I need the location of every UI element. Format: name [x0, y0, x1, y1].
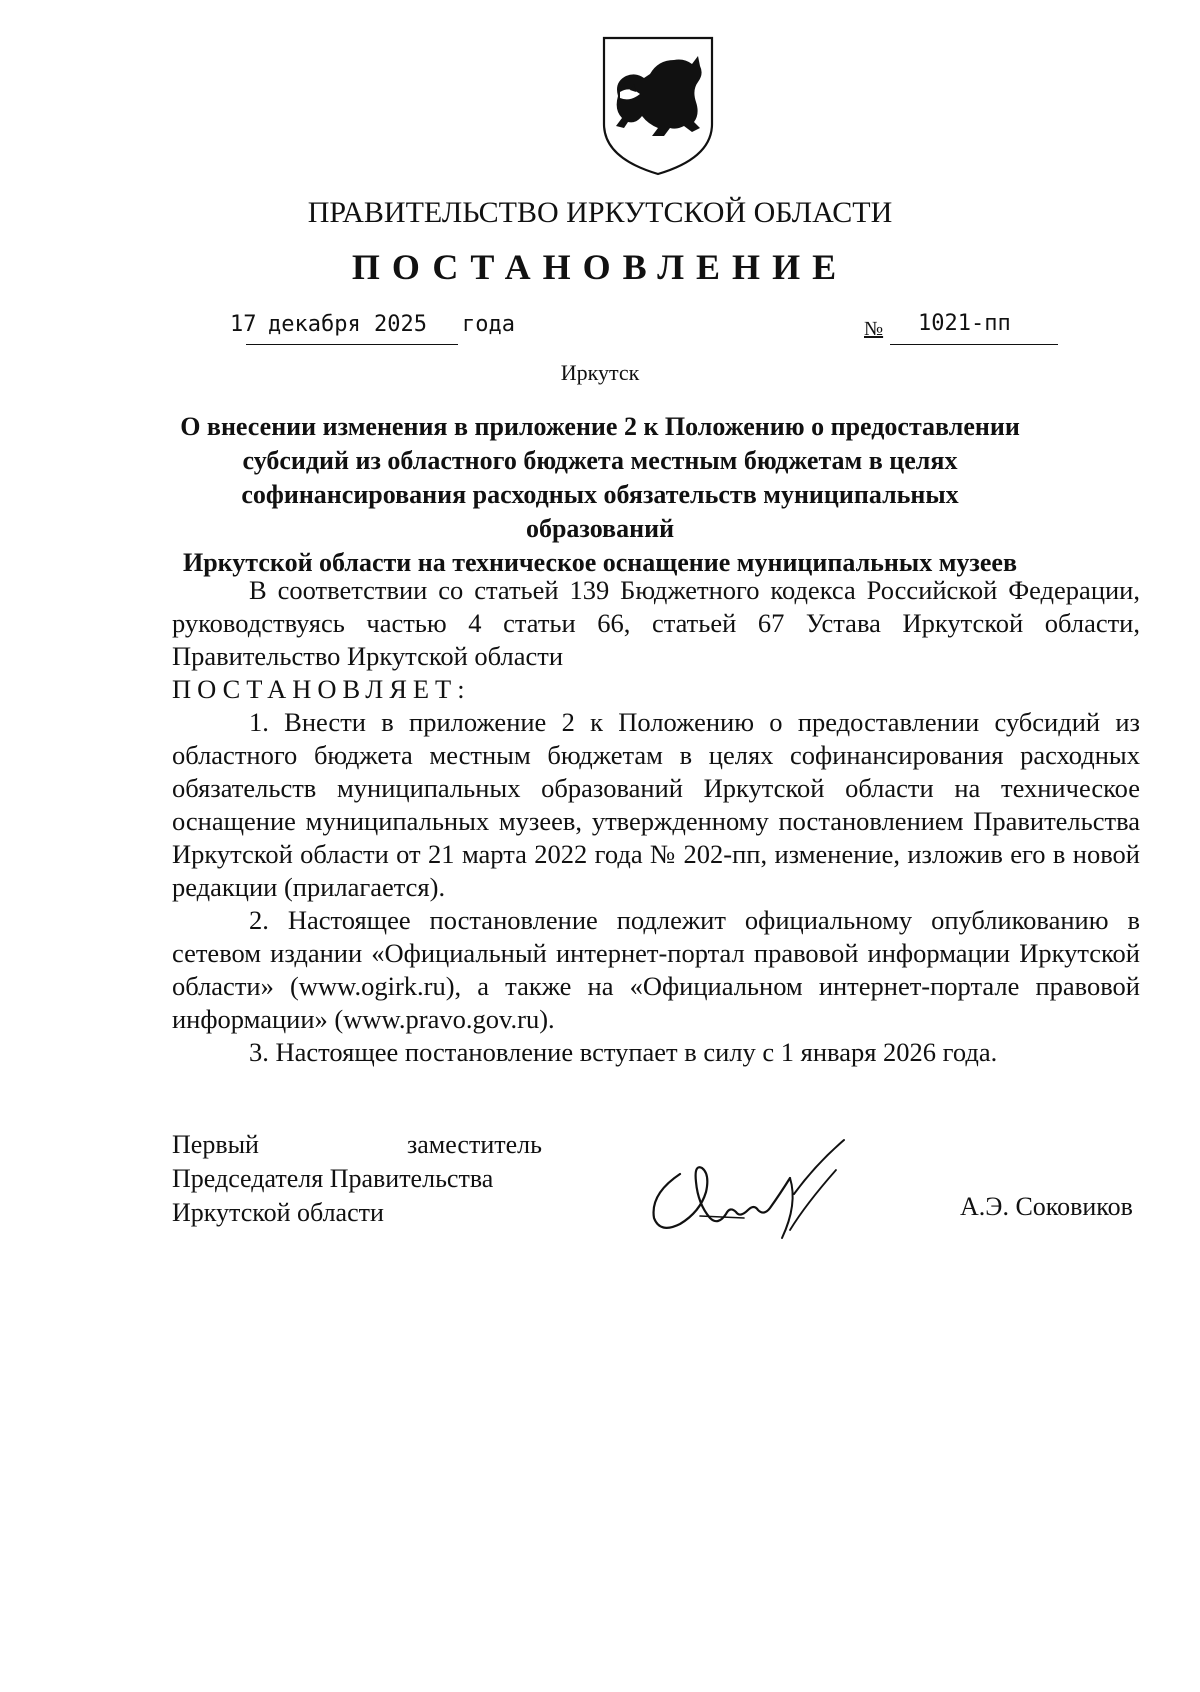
document-number: 1021-пп: [918, 311, 1011, 336]
subject-line: субсидий из областного бюджета местным бюджетам в целях: [242, 446, 958, 475]
document-subject: [180, 410, 1020, 580]
number-sign: №: [864, 318, 884, 340]
number-underline: [890, 344, 1058, 345]
date-underline: [246, 344, 458, 345]
document-type-title: ПОСТАНОВЛЕНИЕ: [351, 247, 849, 287]
coat-of-arms-icon: [600, 36, 716, 176]
signer-position: [172, 1128, 542, 1230]
signer-position-word: заместитель: [406, 1130, 542, 1159]
government-title: ПРАВИТЕЛЬСТВО ИРКУТСКОЙ ОБЛАСТИ: [307, 196, 893, 229]
signer-name: А.Э. Соковиков: [960, 1192, 1133, 1221]
signer-position-line: Председателя Правительства: [172, 1164, 494, 1193]
item-1-paragraph: 1. Внести в приложение 2 к Положению о предоставлении субсидий из областного бюджета местным бюджетам в целях софинансирования расходных обязательств муниципальных образований Иркутской области на техническое оснащение муниципальных музеев, утвержденному постановлением Правительства Иркутской области от 21 марта 2022 года № 202-пп, изменение, изложив его в новой редакции (прилагается).: [172, 707, 1140, 902]
subject-line: О внесении изменения в приложение 2 к Положению о предоставлении: [180, 412, 1020, 441]
item-2-paragraph: 2. Настоящее постановление подлежит официальному опубликованию в сетевом издании «Официальный интернет-портал правовой информации Иркутской области» (www.ogirk.ru), а также на «Официальном интернет-портале правовой информации» (www.pravo.gov.ru).: [172, 905, 1140, 1034]
preamble-paragraph: В соответствии со статьей 139 Бюджетного кодекса Российской Федерации, руководствуясь частью 4 статьи 66, статьей 67 Устава Иркутской области, Правительство Иркутской области: [172, 575, 1140, 671]
date-month-year: декабря 2025: [268, 312, 427, 337]
date-suffix: года: [462, 312, 515, 337]
handwritten-signature: [640, 1134, 870, 1244]
document-body: [172, 574, 1140, 1069]
item-3-paragraph: 3. Настоящее постановление вступает в силу с 1 января 2026 года.: [249, 1037, 998, 1067]
city: Иркутск: [560, 360, 640, 385]
resolves-heading: ПОСТАНОВЛЯЕТ:: [172, 674, 471, 704]
date-day: 17: [230, 312, 257, 337]
signer-position-line: Иркутской области: [172, 1198, 384, 1227]
signer-position-word: Первый: [172, 1130, 259, 1159]
subject-line: софинансирования расходных обязательств муниципальных образований: [241, 480, 959, 543]
subject-line: Иркутской области на техническое оснащение муниципальных музеев: [183, 548, 1017, 577]
